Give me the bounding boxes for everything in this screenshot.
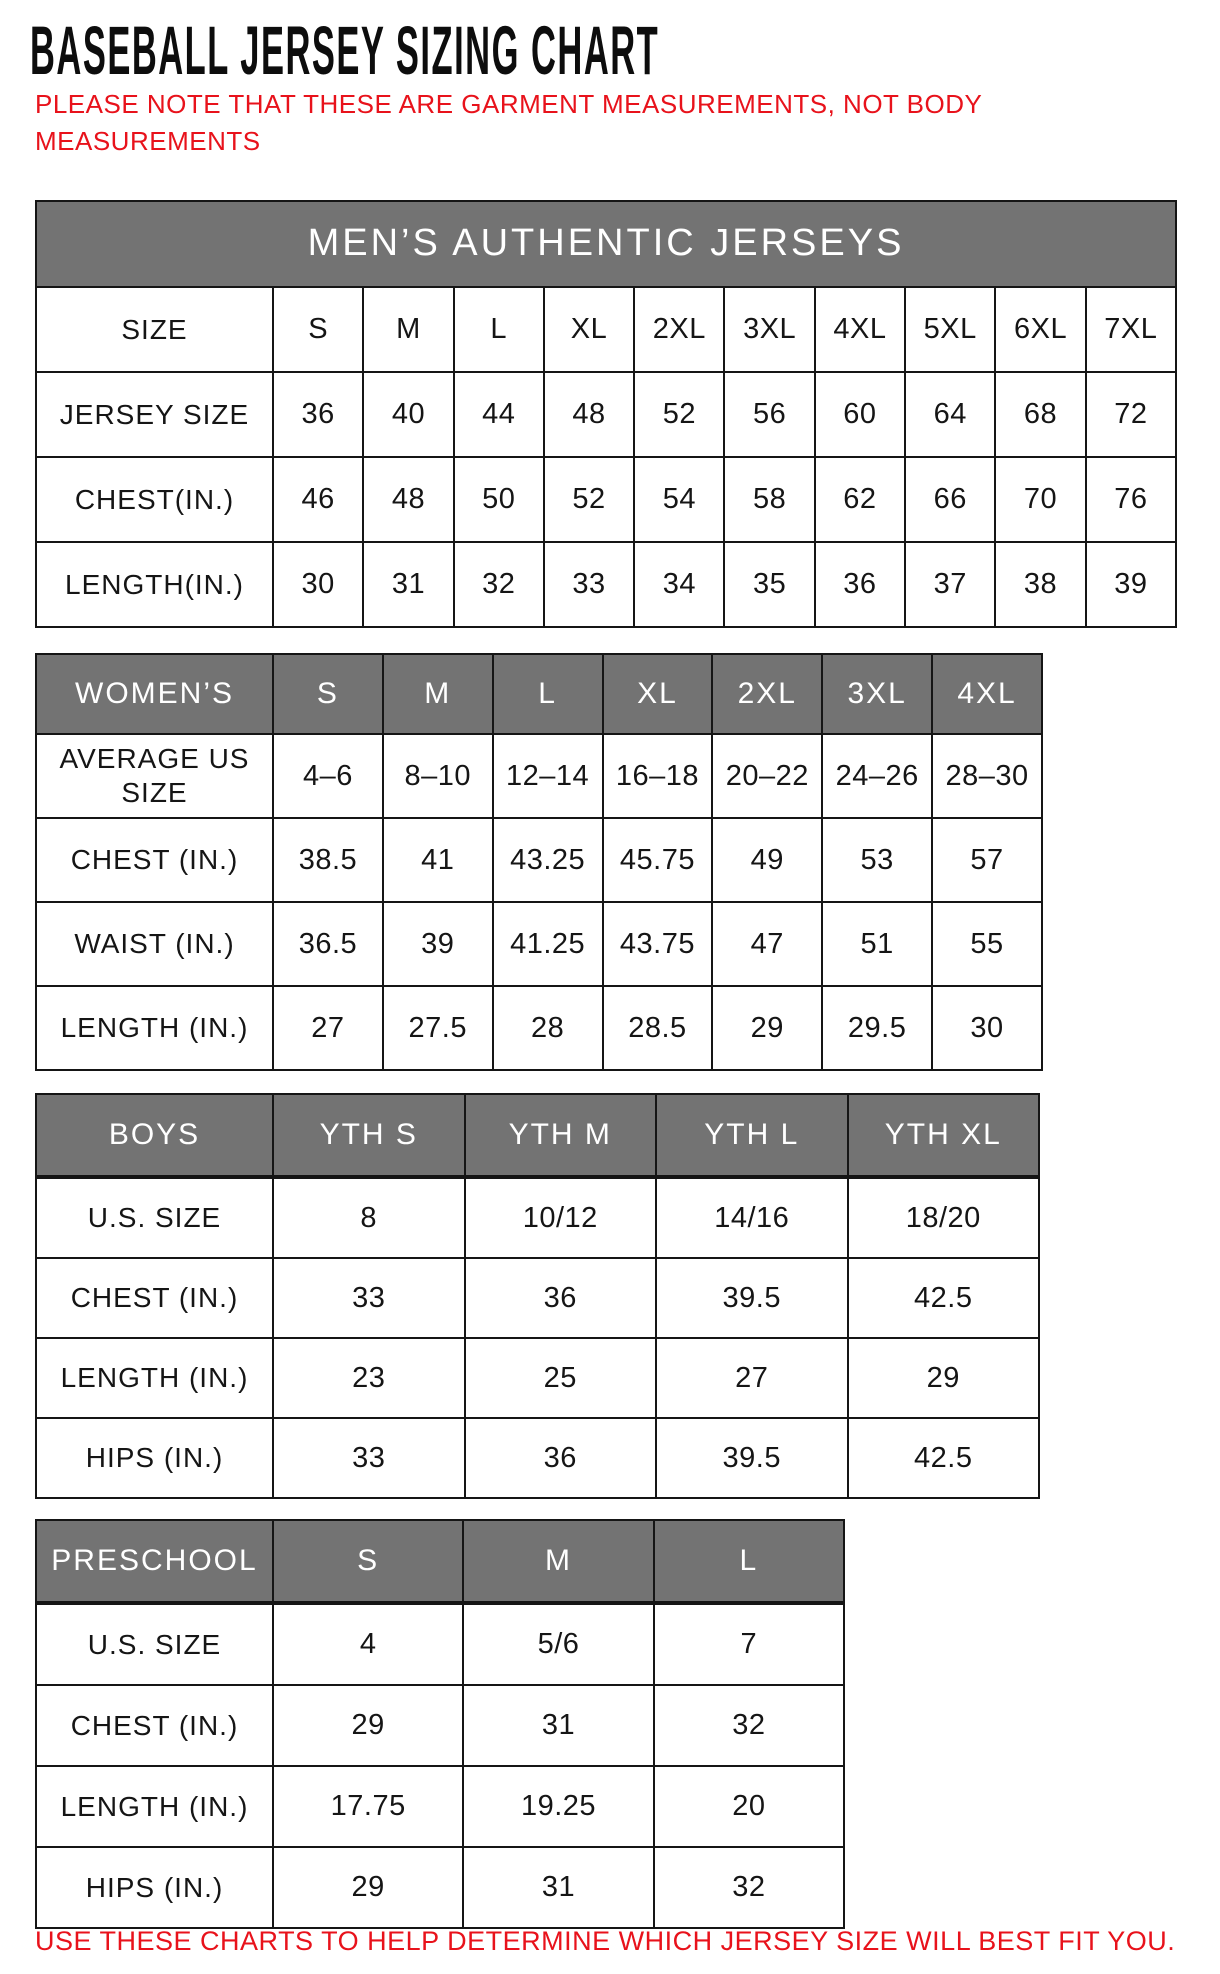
value-cell: 41 — [383, 818, 493, 902]
row-label: WAIST (IN.) — [36, 902, 273, 986]
value-cell: 18/20 — [848, 1177, 1040, 1258]
size-cell: M — [383, 654, 493, 734]
table-row — [36, 1685, 844, 1766]
row-label: SIZE — [36, 287, 273, 372]
value-cell: 38 — [995, 542, 1085, 627]
table-row — [36, 1847, 844, 1928]
womens-table-banner — [36, 654, 1042, 734]
value-cell: 38.5 — [273, 818, 383, 902]
measurement-note: PLEASE NOTE THAT THESE ARE GARMENT MEASUREMENTS, NOT BODY MEASUREMENTS — [35, 89, 982, 156]
value-cell: 39.5 — [656, 1418, 848, 1498]
value-cell: 37 — [905, 542, 995, 627]
size-cell: YTH S — [273, 1094, 465, 1177]
value-cell: 43.25 — [493, 818, 603, 902]
value-cell: 68 — [995, 372, 1085, 457]
value-cell: 58 — [724, 457, 814, 542]
size-cell: XL — [603, 654, 713, 734]
table-row — [36, 734, 1042, 818]
value-cell: 76 — [1086, 457, 1176, 542]
mens-sizing-table — [35, 200, 1177, 628]
mens-table-banner — [36, 201, 1176, 287]
size-cell: 7XL — [1086, 287, 1176, 372]
value-cell: 10/12 — [465, 1177, 657, 1258]
row-label: U.S. SIZE — [36, 1603, 273, 1685]
size-cell: 4XL — [932, 654, 1042, 734]
table-row — [36, 818, 1042, 902]
value-cell: 66 — [905, 457, 995, 542]
row-label: CHEST (IN.) — [36, 818, 273, 902]
value-cell: 48 — [363, 457, 453, 542]
size-cell: S — [273, 287, 363, 372]
value-cell: 70 — [995, 457, 1085, 542]
row-label: CHEST (IN.) — [36, 1685, 273, 1766]
value-cell: 14/16 — [656, 1177, 848, 1258]
size-cell: L — [654, 1520, 844, 1603]
value-cell: 30 — [932, 986, 1042, 1070]
value-cell: 28–30 — [932, 734, 1042, 818]
value-cell: 32 — [654, 1685, 844, 1766]
table-row — [36, 372, 1176, 457]
value-cell: 42.5 — [848, 1418, 1040, 1498]
value-cell: 36 — [273, 372, 363, 457]
value-cell: 42.5 — [848, 1258, 1040, 1338]
preschool-table-banner — [36, 1520, 844, 1603]
value-cell: 39 — [1086, 542, 1176, 627]
value-cell: 19.25 — [463, 1766, 653, 1847]
value-cell: 8–10 — [383, 734, 493, 818]
value-cell: 28 — [493, 986, 603, 1070]
table-row — [36, 986, 1042, 1070]
womens-sizing-table — [35, 653, 1043, 1071]
size-cell: S — [273, 1520, 463, 1603]
size-cell: L — [493, 654, 603, 734]
value-cell: 36.5 — [273, 902, 383, 986]
boys-banner-label: BOYS — [36, 1094, 273, 1177]
value-cell: 41.25 — [493, 902, 603, 986]
row-label: LENGTH (IN.) — [36, 1338, 273, 1418]
value-cell: 33 — [273, 1258, 465, 1338]
value-cell: 29 — [273, 1847, 463, 1928]
row-label: HIPS (IN.) — [36, 1847, 273, 1928]
size-cell: YTH M — [465, 1094, 657, 1177]
value-cell: 33 — [544, 542, 634, 627]
value-cell: 56 — [724, 372, 814, 457]
value-cell: 43.75 — [603, 902, 713, 986]
value-cell: 33 — [273, 1418, 465, 1498]
value-cell: 32 — [454, 542, 544, 627]
value-cell: 55 — [932, 902, 1042, 986]
value-cell: 17.75 — [273, 1766, 463, 1847]
size-cell: 3XL — [724, 287, 814, 372]
value-cell: 28.5 — [603, 986, 713, 1070]
value-cell: 8 — [273, 1177, 465, 1258]
value-cell: 20 — [654, 1766, 844, 1847]
mens-banner-label: MEN’S AUTHENTIC JERSEYS — [36, 201, 1176, 287]
value-cell: 12–14 — [493, 734, 603, 818]
row-label: AVERAGE US SIZE — [36, 734, 273, 818]
value-cell: 39 — [383, 902, 493, 986]
value-cell: 51 — [822, 902, 932, 986]
row-label: HIPS (IN.) — [36, 1418, 273, 1498]
value-cell: 54 — [634, 457, 724, 542]
size-cell: YTH XL — [848, 1094, 1040, 1177]
size-cell: 3XL — [822, 654, 932, 734]
value-cell: 31 — [463, 1847, 653, 1928]
size-cell: 4XL — [815, 287, 905, 372]
table-row — [36, 1177, 1039, 1258]
value-cell: 48 — [544, 372, 634, 457]
value-cell: 23 — [273, 1338, 465, 1418]
table-row — [36, 1338, 1039, 1418]
value-cell: 29 — [712, 986, 822, 1070]
row-label: JERSEY SIZE — [36, 372, 273, 457]
value-cell: 36 — [815, 542, 905, 627]
value-cell: 16–18 — [603, 734, 713, 818]
value-cell: 44 — [454, 372, 544, 457]
footer-note: USE THESE CHARTS TO HELP DETERMINE WHICH JERSEY SIZE WILL BEST FIT YOU. — [35, 1926, 1176, 1956]
row-label: U.S. SIZE — [36, 1177, 273, 1258]
preschool-sizing-table — [35, 1519, 845, 1929]
size-cell: YTH L — [656, 1094, 848, 1177]
size-cell: 2XL — [634, 287, 724, 372]
size-cell: M — [463, 1520, 653, 1603]
value-cell: 50 — [454, 457, 544, 542]
value-cell: 57 — [932, 818, 1042, 902]
value-cell: 20–22 — [712, 734, 822, 818]
size-cell: XL — [544, 287, 634, 372]
boys-table-banner — [36, 1094, 1039, 1177]
size-cell: L — [454, 287, 544, 372]
row-label: LENGTH(IN.) — [36, 542, 273, 627]
value-cell: 49 — [712, 818, 822, 902]
value-cell: 62 — [815, 457, 905, 542]
value-cell: 31 — [463, 1685, 653, 1766]
value-cell: 52 — [544, 457, 634, 542]
table-row — [36, 902, 1042, 986]
value-cell: 53 — [822, 818, 932, 902]
value-cell: 60 — [815, 372, 905, 457]
value-cell: 52 — [634, 372, 724, 457]
value-cell: 35 — [724, 542, 814, 627]
page-title: BASEBALL JERSEY SIZING CHART — [30, 12, 660, 89]
value-cell: 27 — [656, 1338, 848, 1418]
table-row — [36, 1603, 844, 1685]
size-cell: M — [363, 287, 453, 372]
value-cell: 46 — [273, 457, 363, 542]
value-cell: 31 — [363, 542, 453, 627]
table-row — [36, 287, 1176, 372]
table-row — [36, 1258, 1039, 1338]
womens-banner-label: WOMEN’S — [36, 654, 273, 734]
value-cell: 32 — [654, 1847, 844, 1928]
value-cell: 25 — [465, 1338, 657, 1418]
preschool-banner-label: PRESCHOOL — [36, 1520, 273, 1603]
value-cell: 40 — [363, 372, 453, 457]
row-label: CHEST (IN.) — [36, 1258, 273, 1338]
value-cell: 27 — [273, 986, 383, 1070]
boys-sizing-table — [35, 1093, 1040, 1499]
value-cell: 45.75 — [603, 818, 713, 902]
table-row — [36, 1766, 844, 1847]
size-cell: S — [273, 654, 383, 734]
value-cell: 72 — [1086, 372, 1176, 457]
size-cell: 5XL — [905, 287, 995, 372]
size-cell: 2XL — [712, 654, 822, 734]
value-cell: 34 — [634, 542, 724, 627]
value-cell: 39.5 — [656, 1258, 848, 1338]
table-row — [36, 1418, 1039, 1498]
value-cell: 36 — [465, 1418, 657, 1498]
value-cell: 4 — [273, 1603, 463, 1685]
table-row — [36, 542, 1176, 627]
row-label: CHEST(IN.) — [36, 457, 273, 542]
row-label: LENGTH (IN.) — [36, 1766, 273, 1847]
value-cell: 24–26 — [822, 734, 932, 818]
value-cell: 47 — [712, 902, 822, 986]
value-cell: 36 — [465, 1258, 657, 1338]
value-cell: 5/6 — [463, 1603, 653, 1685]
table-row — [36, 457, 1176, 542]
value-cell: 30 — [273, 542, 363, 627]
value-cell: 29 — [273, 1685, 463, 1766]
size-cell: 6XL — [995, 287, 1085, 372]
value-cell: 7 — [654, 1603, 844, 1685]
value-cell: 64 — [905, 372, 995, 457]
value-cell: 29 — [848, 1338, 1040, 1418]
row-label: LENGTH (IN.) — [36, 986, 273, 1070]
value-cell: 27.5 — [383, 986, 493, 1070]
value-cell: 4–6 — [273, 734, 383, 818]
value-cell: 29.5 — [822, 986, 932, 1070]
